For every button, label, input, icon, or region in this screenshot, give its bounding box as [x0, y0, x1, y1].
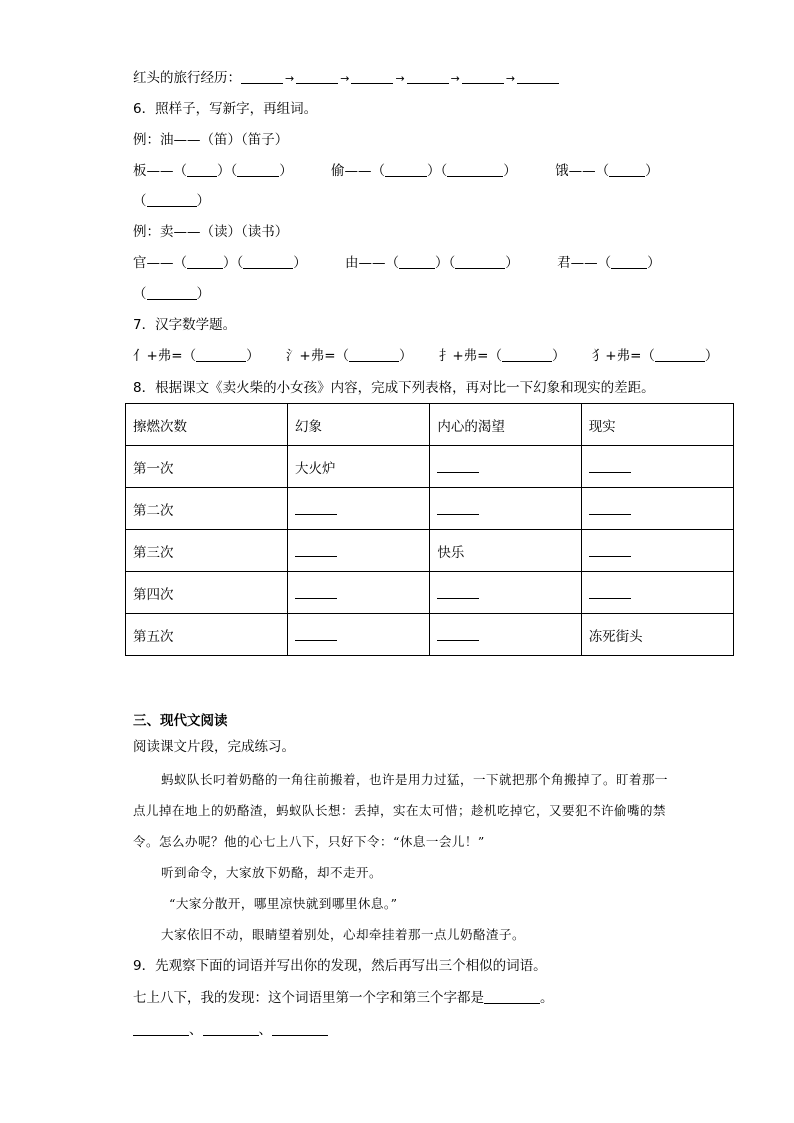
answer-blank[interactable]: [272, 1021, 328, 1036]
table-cell: [581, 530, 733, 572]
answer-blank[interactable]: [203, 1021, 259, 1036]
paren: （: [335, 348, 350, 364]
paren: ）: [279, 163, 293, 179]
answer-blank[interactable]: [147, 192, 197, 207]
arrow-icon: →: [505, 72, 516, 85]
answer-blank[interactable]: [385, 162, 427, 177]
table-row: [126, 572, 734, 614]
paren: （: [385, 255, 400, 271]
q6-row1: [133, 161, 659, 181]
table-cell: [430, 572, 581, 614]
travel-line: [133, 68, 559, 89]
table-cell: [581, 488, 733, 530]
paren: （: [595, 163, 610, 179]
question-char: 饿——: [555, 163, 596, 179]
q6-row2-wrap: [133, 284, 210, 304]
table-row: [126, 446, 734, 488]
paren: ）: [293, 255, 307, 271]
paren: ）: [196, 193, 210, 209]
answer-blank[interactable]: [295, 626, 337, 641]
answer-blank[interactable]: [295, 500, 337, 515]
table-cell: 第四次: [126, 572, 288, 614]
question-char: 板——: [133, 163, 174, 179]
answer-blank[interactable]: [462, 69, 504, 84]
answer-blank[interactable]: [611, 254, 647, 269]
table-header-row: [126, 404, 734, 446]
table-cell: [430, 488, 581, 530]
arrow-icon: →: [395, 72, 405, 85]
section-heading: 三、现代文阅读: [133, 713, 228, 729]
paren: ）: [503, 163, 517, 179]
paren: （: [371, 163, 386, 179]
paren: （: [133, 193, 147, 209]
answer-blank[interactable]: [241, 69, 283, 84]
answer-blank[interactable]: [484, 989, 540, 1004]
paren: ）: [399, 348, 413, 364]
q9-answers: [133, 1020, 328, 1040]
paren: ）（: [435, 255, 456, 271]
paren: ）: [704, 348, 719, 364]
passage-paragraph: 大家依旧不动，眼睛望着别处，心却牵挂着那一点儿奶酪渣子。: [161, 927, 526, 942]
answer-blank[interactable]: [407, 69, 449, 84]
q9-line: [133, 988, 554, 1008]
passage-paragraph: “大家分散开，哪里凉快就到哪里休息。”: [169, 896, 398, 911]
q6-row2-item: [345, 253, 519, 273]
arrow-icon: →: [340, 72, 350, 85]
comparison-table: [125, 403, 734, 656]
answer-blank[interactable]: [517, 69, 559, 84]
paren: ）（: [427, 163, 448, 179]
question-expr: 氵+弗=: [285, 348, 336, 364]
q7-item: [133, 346, 260, 366]
answer-blank[interactable]: [437, 500, 479, 515]
paren: ）: [505, 255, 519, 271]
question-char: 由——: [345, 255, 386, 271]
answer-blank[interactable]: [295, 542, 337, 557]
answer-blank[interactable]: [589, 542, 631, 557]
paren: ）: [645, 163, 659, 179]
answer-blank[interactable]: [437, 626, 479, 641]
answer-blank[interactable]: [399, 254, 435, 269]
separator: 、: [189, 1022, 203, 1038]
table-cell: 快乐: [430, 530, 581, 572]
arrow-icon: →: [285, 72, 295, 85]
table-cell: [581, 572, 733, 614]
question-char: 官——: [133, 255, 174, 271]
separator: 、: [258, 1022, 272, 1038]
paren: （: [173, 255, 187, 271]
answer-blank[interactable]: [437, 584, 479, 599]
q6-row2-item: [133, 253, 307, 273]
answer-blank[interactable]: [237, 162, 279, 177]
table-cell: [430, 446, 581, 488]
q7-title: 7．汉字数学题。: [133, 317, 237, 333]
paren: （: [641, 348, 655, 364]
q9-prompt: 七上八下，我的发现：这个词语里第一个字和第三个字都是: [133, 990, 484, 1006]
table-cell: 冻死街头: [581, 614, 733, 656]
question-expr: 犭+弗=: [591, 348, 642, 364]
table-cell: [288, 488, 430, 530]
paren: （: [182, 348, 197, 364]
paren: ）: [246, 348, 260, 364]
answer-blank[interactable]: [187, 254, 223, 269]
answer-blank[interactable]: [196, 347, 246, 362]
table-cell: [288, 530, 430, 572]
answer-blank[interactable]: [349, 347, 399, 362]
q7-item: [286, 346, 413, 366]
answer-blank[interactable]: [187, 162, 217, 177]
answer-blank[interactable]: [447, 162, 503, 177]
q7-item: [592, 348, 719, 364]
paren: ）（: [217, 163, 238, 179]
section-instruction: 阅读课文片段，完成练习。: [133, 739, 295, 755]
answer-blank[interactable]: [589, 500, 631, 515]
arrow-icon: →: [450, 72, 460, 85]
passage-paragraph: 听到命令，大家放下奶酪，却不走开。: [161, 865, 383, 880]
q7-row: [133, 346, 718, 366]
question-char: 偷——: [331, 163, 372, 179]
answer-blank[interactable]: [351, 69, 393, 84]
paren: ）: [196, 286, 210, 302]
q6-row1-item: [331, 161, 517, 181]
q6-row1-item: [555, 163, 659, 179]
paren: （: [133, 286, 147, 302]
answer-blank[interactable]: [147, 285, 197, 300]
q6-example2: 例：卖——（读）（读书）: [133, 224, 289, 240]
answer-blank[interactable]: [455, 254, 505, 269]
table-header-cell: 内心的渴望: [430, 404, 581, 446]
table-cell: [581, 446, 733, 488]
answer-blank[interactable]: [437, 458, 479, 473]
q7-item: [439, 346, 566, 366]
q6-row1-wrap: [133, 191, 210, 211]
table-cell: 第二次: [126, 488, 288, 530]
q6-row2-item: [557, 255, 661, 271]
table-cell: 第五次: [126, 614, 288, 656]
table-header-cell: 擦燃次数: [126, 404, 288, 446]
answer-blank[interactable]: [655, 347, 705, 362]
punct: 。: [540, 990, 554, 1006]
paren: （: [488, 348, 502, 364]
paren: ）（: [223, 255, 244, 271]
table-cell: [288, 614, 430, 656]
table-row: [126, 614, 734, 656]
q8-title: 8．根据课文《卖火柴的小女孩》内容，完成下列表格，再对比一下幻象和现实的差距。: [133, 380, 655, 396]
table-cell: [430, 614, 581, 656]
table-cell: 大火炉: [288, 446, 430, 488]
paren: ）: [551, 348, 566, 364]
table-header-cell: 幻象: [288, 404, 430, 446]
answer-blank[interactable]: [296, 69, 338, 84]
answer-blank[interactable]: [243, 254, 293, 269]
answer-blank[interactable]: [133, 1021, 189, 1036]
table-row: [126, 530, 734, 572]
answer-blank[interactable]: [589, 458, 631, 473]
question-expr: 扌+弗=: [438, 348, 489, 364]
travel-label: 红头的旅行经历：: [133, 70, 241, 86]
q9-title: 9．先观察下面的词语并写出你的发现，然后再写出三个相似的词语。: [133, 958, 547, 974]
answer-blank[interactable]: [609, 162, 645, 177]
q6-row1-item: [133, 161, 293, 181]
reading-passage: [133, 764, 673, 950]
paren: （: [173, 163, 187, 179]
question-char: 君——: [557, 255, 598, 271]
q6-title: 6．照样子，写新字，再组词。: [133, 101, 318, 117]
answer-blank[interactable]: [295, 584, 337, 599]
paren: ）: [647, 255, 661, 271]
answer-blank[interactable]: [502, 347, 552, 362]
question-expr: 亻+弗=: [133, 348, 183, 364]
passage-paragraph: 蚂蚁队长叼着奶酪的一角往前搬着，也许是用力过猛，一下就把那个角搬掉了。盯着那一点儿掉在地上的奶酪渣，蚂蚁队长想：丢掉，实在太可惜；趁机吃掉它，又要犯不许偷嘴的禁令。怎么办呢？他的心七上八下，只好下令：“休息一会儿！”: [133, 772, 669, 849]
table-cell: 第三次: [126, 530, 288, 572]
q6-example1: 例：油——（笛）（笛子）: [133, 132, 289, 148]
paren: （: [597, 255, 612, 271]
table-cell: 第一次: [126, 446, 288, 488]
table-row: [126, 488, 734, 530]
table-header-cell: 现实: [581, 404, 733, 446]
table-cell: [288, 572, 430, 614]
answer-blank[interactable]: [589, 584, 631, 599]
q6-row2: [133, 253, 661, 273]
